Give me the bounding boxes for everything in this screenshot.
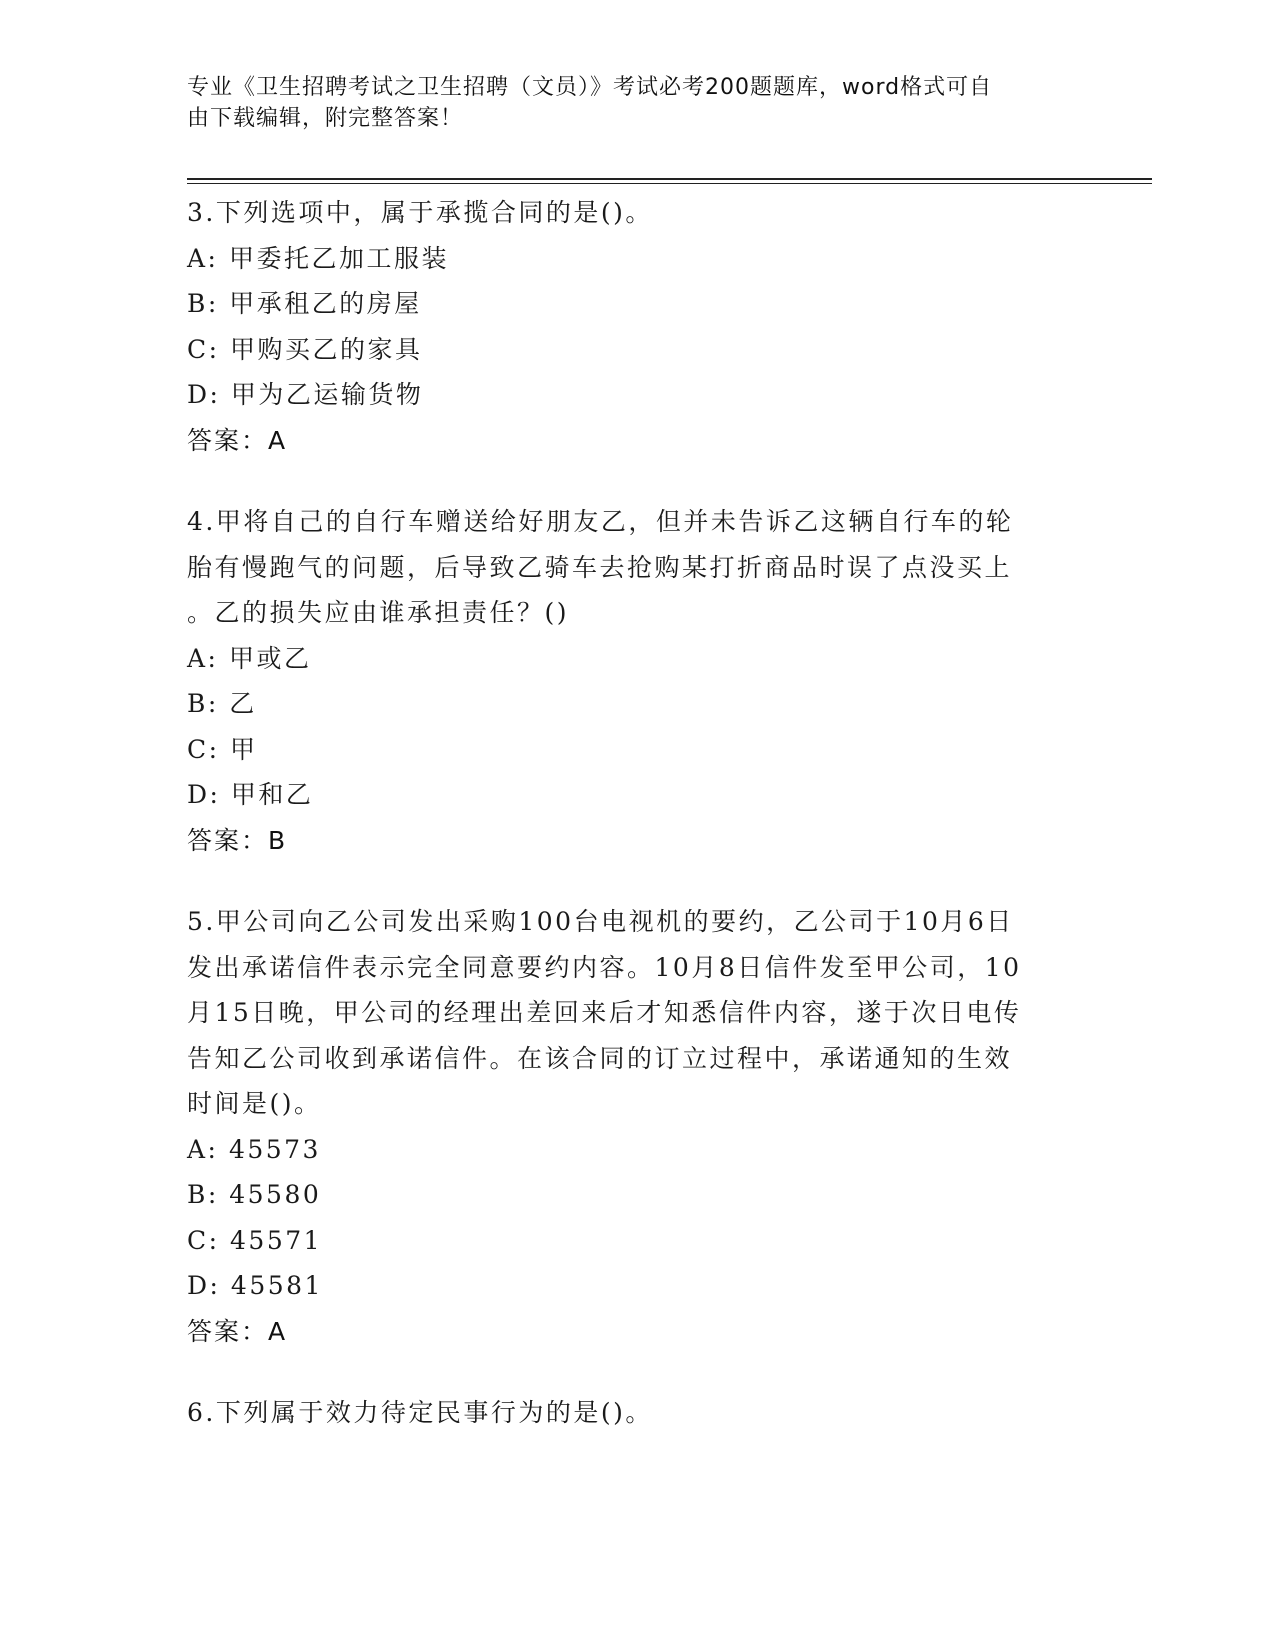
option-label: C: [187, 1225, 220, 1255]
option-text: 乙 [229, 689, 257, 718]
option-text: 45580 [229, 1180, 322, 1209]
answer-value: B [268, 825, 288, 855]
option-text: 甲和乙 [230, 780, 314, 809]
option-text: 甲承租乙的房屋 [229, 289, 422, 318]
question-list [187, 190, 1067, 1472]
option-label: A: [187, 243, 219, 273]
option-label: B: [187, 289, 219, 318]
question-block [187, 499, 1067, 863]
option-label: D: [187, 780, 221, 809]
option-text: 甲或乙 [228, 643, 312, 673]
option-text: 45573 [228, 1134, 321, 1164]
question-stem [187, 1390, 1067, 1436]
option-text: 甲委托乙加工服装 [228, 243, 449, 273]
answer-line [187, 818, 1067, 864]
question-stem-line: 告知乙公司收到承诺信件。在该合同的订立过程中，承诺通知的生效 [187, 1043, 1013, 1073]
header-divider-thin [187, 183, 1152, 184]
answer-option [187, 727, 1067, 773]
answer-option [187, 681, 1067, 727]
option-text: 甲为乙运输货物 [230, 380, 424, 409]
option-text: 45571 [230, 1225, 323, 1255]
answer-option [187, 772, 1067, 818]
question-stem [187, 899, 1067, 1127]
option-text: 45581 [230, 1271, 323, 1300]
answer-value: A [268, 1316, 288, 1346]
answer-value: A [268, 425, 288, 455]
answer-label: 答案： [187, 825, 269, 855]
question-stem [187, 190, 1067, 236]
option-label: D: [187, 380, 221, 409]
answer-option [187, 636, 1067, 682]
document-header [187, 72, 1067, 134]
answer-line [187, 418, 1067, 464]
question-block [187, 1390, 1067, 1436]
question-block [187, 899, 1067, 1354]
answer-option [187, 1263, 1067, 1309]
answer-label: 答案： [187, 425, 269, 455]
answer-line [187, 1309, 1067, 1355]
question-stem-line: 。乙的损失应由谁承担责任？() [187, 598, 570, 627]
question-stem [187, 499, 1067, 636]
header-line-2: 由下载编辑，附完整答案！ [187, 106, 464, 131]
question-stem-line: 胎有慢跑气的问题，后导致乙骑车去抢购某打折商品时误了点没买上 [187, 552, 1013, 582]
option-label: C: [187, 334, 220, 364]
question-stem-line: 6.下列属于效力待定民事行为的是()。 [187, 1398, 653, 1427]
answer-option [187, 281, 1067, 327]
question-stem-line: 3.下列选项中，属于承揽合同的是()。 [187, 198, 653, 227]
answer-option [187, 327, 1067, 373]
option-label: B: [187, 689, 219, 718]
question-stem-line: 5.甲公司向乙公司发出采购100台电视机的要约，乙公司于10月6日 [187, 907, 1014, 936]
option-text: 甲购买乙的家具 [230, 334, 423, 364]
option-label: A: [187, 643, 219, 673]
option-label: B: [187, 1180, 219, 1209]
question-stem-line: 发出承诺信件表示完全同意要约内容。10月8日信件发至甲公司，10 [187, 952, 1022, 982]
answer-option [187, 1218, 1067, 1264]
answer-option [187, 236, 1067, 282]
question-stem-line: 月15日晚，甲公司的经理出差回来后才知悉信件内容，遂于次日电传 [187, 998, 1022, 1027]
answer-option [187, 1127, 1067, 1173]
answer-option [187, 372, 1067, 418]
question-block [187, 190, 1067, 463]
option-text: 甲 [230, 734, 258, 764]
answer-option [187, 1172, 1067, 1218]
question-stem-line: 时间是()。 [187, 1089, 322, 1118]
option-label: A: [187, 1134, 219, 1164]
answer-label: 答案： [187, 1316, 269, 1346]
option-label: C: [187, 734, 220, 764]
header-divider-thick [187, 178, 1152, 180]
question-stem-line: 4.甲将自己的自行车赠送给好朋友乙，但并未告诉乙这辆自行车的轮 [187, 507, 1014, 536]
header-line-1: 专业《卫生招聘考试之卫生招聘（文员）》考试必考200题题库，word格式可自 [187, 75, 993, 100]
option-label: D: [187, 1271, 221, 1300]
